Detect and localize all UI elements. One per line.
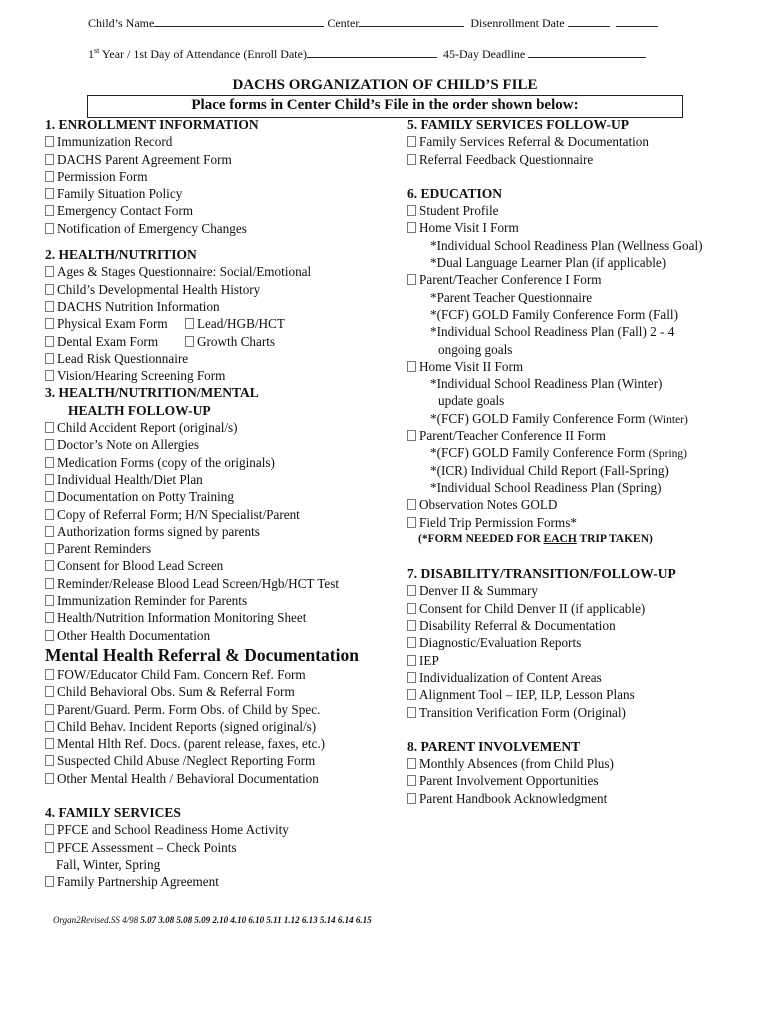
- checkbox-icon[interactable]: [45, 439, 54, 450]
- checkbox-item[interactable]: PFCE Assessment – Check Points: [45, 839, 359, 856]
- checkbox-icon[interactable]: [407, 655, 416, 666]
- disenrollment-field-2[interactable]: [616, 14, 658, 27]
- disenrollment-field-1[interactable]: [568, 14, 610, 27]
- checkbox-item[interactable]: Denver II & Summary: [407, 582, 703, 599]
- field-trip-note: (*FORM NEEDED FOR EACH TRIP TAKEN): [418, 532, 653, 545]
- checkbox-icon[interactable]: [45, 578, 54, 589]
- section-8-heading: 8. PARENT INVOLVEMENT: [407, 738, 581, 754]
- checkbox-item[interactable]: Parent Handbook Acknowledgment: [407, 790, 703, 807]
- checkbox-item[interactable]: Notification of Emergency Changes: [45, 220, 359, 237]
- checkbox-icon[interactable]: [407, 222, 416, 233]
- checkbox-icon[interactable]: [45, 353, 54, 364]
- mental-health-list: [45, 666, 359, 787]
- checkbox-icon[interactable]: [45, 491, 54, 502]
- child-name-row: [88, 14, 658, 31]
- sub-item-cont: ongoing goals: [438, 341, 513, 357]
- sub-item: *(FCF) GOLD Family Conference Form (Fall): [430, 306, 678, 322]
- sub-item: *Individual School Readiness Plan (Wellness Goal): [430, 237, 703, 253]
- checkbox-item[interactable]: Reminder/Release Blood Lead Screen/Hgb/HCT Test: [45, 575, 359, 592]
- checkbox-item[interactable]: Diagnostic/Evaluation Reports: [407, 634, 703, 651]
- sub-item-cont: update goals: [438, 393, 505, 409]
- checkbox-icon[interactable]: [45, 824, 54, 835]
- checkbox-item[interactable]: Health/Nutrition Information Monitoring Sheet: [45, 609, 359, 626]
- checkbox-icon[interactable]: [45, 336, 54, 347]
- checkbox-icon[interactable]: [45, 474, 54, 485]
- checkbox-icon[interactable]: [45, 301, 54, 312]
- checkbox-icon[interactable]: [407, 637, 416, 648]
- enroll-date-field[interactable]: [307, 45, 437, 58]
- checkbox-item[interactable]: Medication Forms (copy of the originals): [45, 454, 359, 471]
- sub-item: *Parent Teacher Questionnaire: [430, 289, 593, 305]
- checkbox-item[interactable]: Individual Health/Diet Plan: [45, 471, 359, 488]
- sub-item: *Individual School Readiness Plan (Fall) 2 - 4: [430, 324, 675, 340]
- checkbox-icon[interactable]: [185, 336, 194, 347]
- checkbox-icon[interactable]: [407, 620, 416, 631]
- section-1-heading: 1. ENROLLMENT INFORMATION: [45, 117, 259, 132]
- checkbox-item[interactable]: Vision/Hearing Screening Form: [45, 367, 359, 384]
- checkbox-icon[interactable]: [45, 595, 54, 606]
- center-field[interactable]: [359, 14, 464, 27]
- checkbox-pair: Dental Exam Form Growth Charts: [45, 333, 359, 350]
- checkbox-item[interactable]: Home Visit I Form: [407, 219, 703, 236]
- checkbox-icon[interactable]: [45, 560, 54, 571]
- sub-item: *Dual Language Learner Plan (if applicable): [430, 255, 667, 271]
- section-1-list: [45, 133, 359, 237]
- checkbox-icon[interactable]: [45, 669, 54, 680]
- checkbox-item[interactable]: Parent/Teacher Conference I Form: [407, 271, 703, 288]
- checkbox-icon[interactable]: [45, 136, 54, 147]
- checkbox-item[interactable]: Lead Risk Questionnaire: [45, 350, 359, 367]
- sub-item: *Individual School Readiness Plan (Spring): [430, 479, 662, 495]
- center-label: Center: [327, 16, 360, 30]
- checkbox-icon[interactable]: [45, 738, 54, 749]
- deadline-label: 45-Day Deadline: [442, 47, 526, 61]
- checkbox-item[interactable]: PFCE and School Readiness Home Activity: [45, 821, 359, 838]
- checkbox-icon[interactable]: [45, 773, 54, 784]
- checkbox-item[interactable]: Copy of Referral Form; H/N Specialist/Parent: [45, 506, 359, 523]
- checkbox-item[interactable]: Child’s Developmental Health History: [45, 281, 359, 298]
- checkbox-item[interactable]: Disability Referral & Documentation: [407, 617, 703, 634]
- checkbox-item[interactable]: Doctor’s Note on Allergies: [45, 436, 359, 453]
- checkbox-icon[interactable]: [407, 775, 416, 786]
- checkbox-icon[interactable]: [45, 721, 54, 732]
- checkbox-item[interactable]: Referral Feedback Questionnaire: [407, 151, 703, 168]
- checkbox-item[interactable]: Consent for Blood Lead Screen: [45, 557, 359, 574]
- section-2-heading: 2. HEALTH/NUTRITION: [45, 247, 197, 263]
- checkbox-item[interactable]: DACHS Parent Agreement Form: [45, 151, 359, 168]
- checkbox-item[interactable]: Emergency Contact Form: [45, 202, 359, 219]
- checkbox-item[interactable]: Documentation on Potty Training: [45, 488, 359, 505]
- checkbox-item[interactable]: Alignment Tool – IEP, ILP, Lesson Plans: [407, 686, 703, 703]
- checkbox-icon[interactable]: [407, 793, 416, 804]
- revision-footer: Organ2Revised.SS 4/98 5.07 3.08 5.08 5.09 2.10 4.10 6.10 5.11 1.12 6.13 5.14 6.14 6.15: [53, 915, 372, 925]
- section-4-heading: 4. FAMILY SERVICES: [45, 804, 181, 820]
- checkbox-item[interactable]: Consent for Child Denver II (if applicable): [407, 600, 703, 617]
- checkbox-item[interactable]: Monthly Absences (from Child Plus): [407, 755, 703, 772]
- checkbox-icon[interactable]: [407, 517, 416, 528]
- disenrollment-label: Disenrollment Date: [470, 16, 565, 30]
- checkbox-icon[interactable]: [45, 457, 54, 468]
- checkbox-icon[interactable]: [407, 361, 416, 372]
- checkbox-item[interactable]: Transition Verification Form (Original): [407, 704, 703, 721]
- checkbox-icon[interactable]: [45, 188, 54, 199]
- item-continuation: Fall, Winter, Spring: [56, 856, 161, 872]
- checkbox-item[interactable]: IEP: [407, 652, 703, 669]
- checkbox-item[interactable]: Other Mental Health / Behavioral Documentation: [45, 770, 359, 787]
- checkbox-item[interactable]: Field Trip Permission Forms*: [407, 514, 703, 531]
- checkbox-item[interactable]: Mental Hlth Ref. Docs. (parent release, faxes, etc.): [45, 735, 359, 752]
- mental-health-heading: Mental Health Referral & Documentation: [45, 644, 359, 665]
- sub-item: *(FCF) GOLD Family Conference Form (Spring): [430, 445, 688, 461]
- checkbox-icon[interactable]: [45, 704, 54, 715]
- section-3-list: [45, 419, 359, 644]
- checkbox-icon[interactable]: [45, 223, 54, 234]
- checkbox-icon[interactable]: [45, 205, 54, 216]
- sub-item: *(FCF) GOLD Family Conference Form (Winter): [430, 410, 688, 426]
- checkbox-icon[interactable]: [45, 266, 54, 277]
- checkbox-pair: Physical Exam Form Lead/HGB/HCT: [45, 315, 359, 332]
- page-subtitle: Place forms in Center Child’s File in the order shown below:: [191, 97, 579, 113]
- checkbox-icon[interactable]: [407, 603, 416, 614]
- checkbox-icon[interactable]: [45, 171, 54, 182]
- deadline-field[interactable]: [528, 45, 646, 58]
- checkbox-item[interactable]: Child Behav. Incident Reports (signed original/s): [45, 718, 359, 735]
- checkbox-icon[interactable]: [45, 422, 54, 433]
- checkbox-item[interactable]: Home Visit II Form: [407, 358, 703, 375]
- left-column: [45, 116, 359, 890]
- checkbox-item[interactable]: Family Situation Policy: [45, 185, 359, 202]
- checkbox-item[interactable]: Permission Form: [45, 168, 359, 185]
- checkbox-icon[interactable]: [185, 318, 194, 329]
- checkbox-item[interactable]: Observation Notes GOLD: [407, 496, 703, 513]
- checkbox-icon[interactable]: [407, 585, 416, 596]
- checkbox-item[interactable]: Parent Reminders: [45, 540, 359, 557]
- checkbox-icon[interactable]: [407, 707, 416, 718]
- checkbox-icon[interactable]: [407, 758, 416, 769]
- checkbox-icon[interactable]: [45, 543, 54, 554]
- checkbox-item[interactable]: DACHS Nutrition Information: [45, 298, 359, 315]
- checkbox-item[interactable]: Individualization of Content Areas: [407, 669, 703, 686]
- checkbox-icon[interactable]: [407, 136, 416, 147]
- checkbox-icon[interactable]: [45, 284, 54, 295]
- checkbox-item[interactable]: Immunization Record: [45, 133, 359, 150]
- checkbox-icon[interactable]: [407, 499, 416, 510]
- checkbox-item[interactable]: Immunization Reminder for Parents: [45, 592, 359, 609]
- checkbox-icon[interactable]: [407, 689, 416, 700]
- page-title: DACHS ORGANIZATION OF CHILD’S FILE: [232, 77, 538, 93]
- checkbox-icon[interactable]: [45, 686, 54, 697]
- checkbox-icon[interactable]: [407, 274, 416, 285]
- checkbox-icon[interactable]: [45, 630, 54, 641]
- checkbox-icon[interactable]: [45, 526, 54, 537]
- checkbox-item[interactable]: Student Profile: [407, 202, 703, 219]
- checkbox-item[interactable]: Other Health Documentation: [45, 627, 359, 644]
- right-column: [407, 116, 703, 807]
- section-3-heading-cont: HEALTH FOLLOW-UP: [68, 402, 211, 418]
- section-6-heading: 6. EDUCATION: [407, 185, 503, 201]
- checkbox-icon[interactable]: [45, 318, 54, 329]
- checkbox-icon[interactable]: [45, 509, 54, 520]
- section-5-heading: 5. FAMILY SERVICES FOLLOW-UP: [407, 117, 630, 132]
- section-3-heading: 3. HEALTH/NUTRITION/MENTAL: [45, 385, 259, 401]
- checkbox-item[interactable]: Child Behavioral Obs. Sum & Referral Form: [45, 683, 359, 700]
- checkbox-item[interactable]: Authorization forms signed by parents: [45, 523, 359, 540]
- checkbox-icon[interactable]: [407, 672, 416, 683]
- section-7-heading: 7. DISABILITY/TRANSITION/FOLLOW-UP: [407, 566, 676, 582]
- checkbox-icon[interactable]: [45, 755, 54, 766]
- checkbox-icon[interactable]: [45, 612, 54, 623]
- year-label: 1st Year / 1st Day of Attendance (Enroll Date): [88, 46, 307, 61]
- child-name-field[interactable]: [154, 14, 324, 27]
- checkbox-item[interactable]: Family Services Referral & Documentation: [407, 133, 703, 150]
- checkbox-item[interactable]: Parent Involvement Opportunities: [407, 772, 703, 789]
- checkbox-item[interactable]: Suspected Child Abuse /Neglect Reporting Form: [45, 752, 359, 769]
- checkbox-icon[interactable]: [45, 842, 54, 853]
- checkbox-item[interactable]: Child Accident Report (original/s): [45, 419, 359, 436]
- sub-item: *Individual School Readiness Plan (Winter): [430, 376, 663, 392]
- checkbox-item[interactable]: Parent/Teacher Conference II Form: [407, 427, 703, 444]
- checkbox-icon[interactable]: [45, 370, 54, 381]
- child-name-label: Child’s Name: [88, 16, 155, 30]
- checkbox-item[interactable]: Family Partnership Agreement: [45, 873, 359, 890]
- checkbox-item[interactable]: Ages & Stages Questionnaire: Social/Emotional: [45, 263, 359, 280]
- checkbox-icon[interactable]: [407, 430, 416, 441]
- checkbox-item[interactable]: FOW/Educator Child Fam. Concern Ref. Form: [45, 666, 359, 683]
- checkbox-icon[interactable]: [407, 154, 416, 165]
- sub-item: *(ICR) Individual Child Report (Fall-Spring): [430, 462, 669, 478]
- enroll-date-row: [88, 45, 646, 62]
- checkbox-icon[interactable]: [407, 205, 416, 216]
- checkbox-icon[interactable]: [45, 154, 54, 165]
- checkbox-item[interactable]: Parent/Guard. Perm. Form Obs. of Child by Spec.: [45, 701, 359, 718]
- section-2-list: [45, 263, 359, 384]
- checkbox-icon[interactable]: [45, 876, 54, 887]
